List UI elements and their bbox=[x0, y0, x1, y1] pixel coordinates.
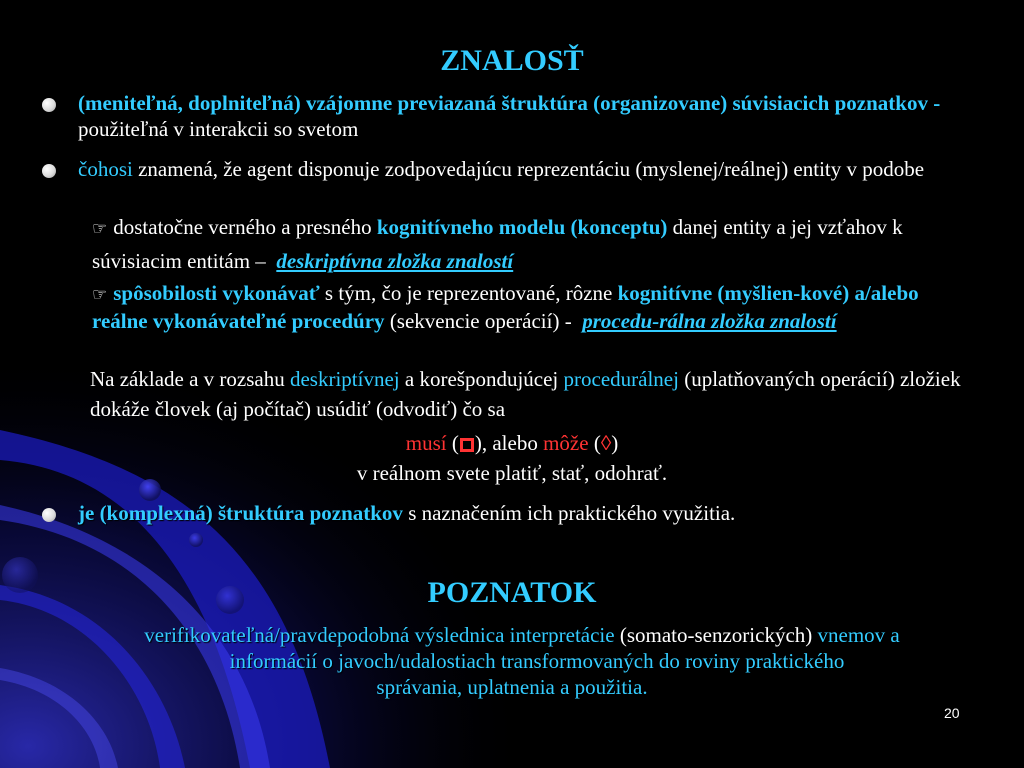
modal-lines bbox=[0, 428, 1024, 488]
sub-1-c: danej entity a jej vzťahov k súvisiacim entitám – bbox=[92, 215, 903, 273]
bullet-3-rest: s naznačením ich praktického využitia. bbox=[402, 501, 736, 525]
sub-bullet-2 bbox=[92, 280, 972, 334]
modal-close-1: ), alebo bbox=[474, 431, 544, 455]
bullet-dot bbox=[42, 508, 56, 522]
note-c: a korešpondujúcej bbox=[399, 367, 564, 391]
note-e: (uplatňovaných operácií) zložiek dokáže človek (aj počítač) usúdiť (odvodiť) čo sa bbox=[90, 367, 961, 421]
pointing-hand-icon: ☞ bbox=[92, 285, 108, 304]
sub-2-a: spôsobilosti vykonávať bbox=[113, 281, 320, 305]
note-paragraph bbox=[90, 364, 990, 424]
may-word: môže bbox=[543, 431, 589, 455]
bullet-dot bbox=[42, 164, 56, 178]
modal-open-2: ( bbox=[588, 431, 601, 455]
sub-1-b: kognitívneho modelu (konceptu) bbox=[376, 215, 668, 239]
bullet-3-text bbox=[78, 500, 998, 526]
modal-open-1: ( bbox=[446, 431, 459, 455]
pointing-hand-icon: ☞ bbox=[92, 219, 108, 238]
slide-title: ZNALOSŤ bbox=[440, 44, 584, 77]
section-title: POZNATOK bbox=[427, 576, 597, 609]
bullet-2-body: znamená, že agent disponuje zodpovedajúcu reprezentáciu (myslenej/reálnej) entity v podobe bbox=[132, 157, 925, 181]
definition-line-1 bbox=[0, 622, 1024, 648]
definition-c: vnemov a bbox=[812, 623, 900, 647]
definition-line-3: správania, uplatnenia a použitia. bbox=[376, 675, 648, 699]
must-word: musí bbox=[405, 431, 447, 455]
sub-1-d: deskriptívna zložka znalostí bbox=[276, 249, 514, 273]
definition-b: (somato-senzorických) bbox=[614, 623, 813, 647]
definition-line-2: informácií o javoch/udalostiach transformovaných do roviny praktického bbox=[229, 649, 845, 673]
note-b: deskriptívnej bbox=[289, 367, 400, 391]
note-a: Na základe a v rozsahu bbox=[90, 367, 290, 391]
definition-a: verifikovateľná/pravdepodobná výslednica interpretácie bbox=[144, 623, 615, 647]
bullet-1-text bbox=[78, 90, 1008, 142]
diamond-icon: ◊ bbox=[600, 431, 612, 455]
square-icon bbox=[460, 438, 474, 452]
note-d: procedurálnej bbox=[563, 367, 679, 391]
sub-1-a: dostatočne verného a presného bbox=[113, 215, 377, 239]
bullet-2-lead: čohosi bbox=[78, 157, 133, 181]
sub-2-c: kognitívne (myšlien-kové) a/alebo reálne vykonávateľné procedúry bbox=[92, 281, 919, 333]
sub-2-d: (sekvencie operácií) - bbox=[384, 309, 577, 333]
sub-2-b: s tým, čo je reprezentované, rôzne bbox=[319, 281, 618, 305]
page-number: 20 bbox=[944, 705, 960, 721]
modal-line-1 bbox=[0, 428, 1024, 458]
modal-close-2: ) bbox=[611, 431, 619, 455]
sub-2-e: procedu-rálna zložka znalostí bbox=[582, 309, 837, 333]
bullet-1-bold: (meniteľná, doplniteľná) vzájomne previazaná štruktúra (organizovane) súvisiacich poznatkov - bbox=[78, 91, 941, 115]
modal-line-2: v reálnom svete platiť, stať, odohrať. bbox=[356, 461, 668, 485]
bullet-3-bold: je (komplexná) štruktúra poznatkov bbox=[78, 501, 403, 525]
bullet-2-text bbox=[78, 156, 978, 182]
definition bbox=[0, 622, 1024, 700]
sub-bullet-1 bbox=[92, 211, 982, 277]
bullet-1-rest: použiteľná v interakcii so svetom bbox=[78, 117, 359, 141]
bullet-dot bbox=[42, 98, 56, 112]
